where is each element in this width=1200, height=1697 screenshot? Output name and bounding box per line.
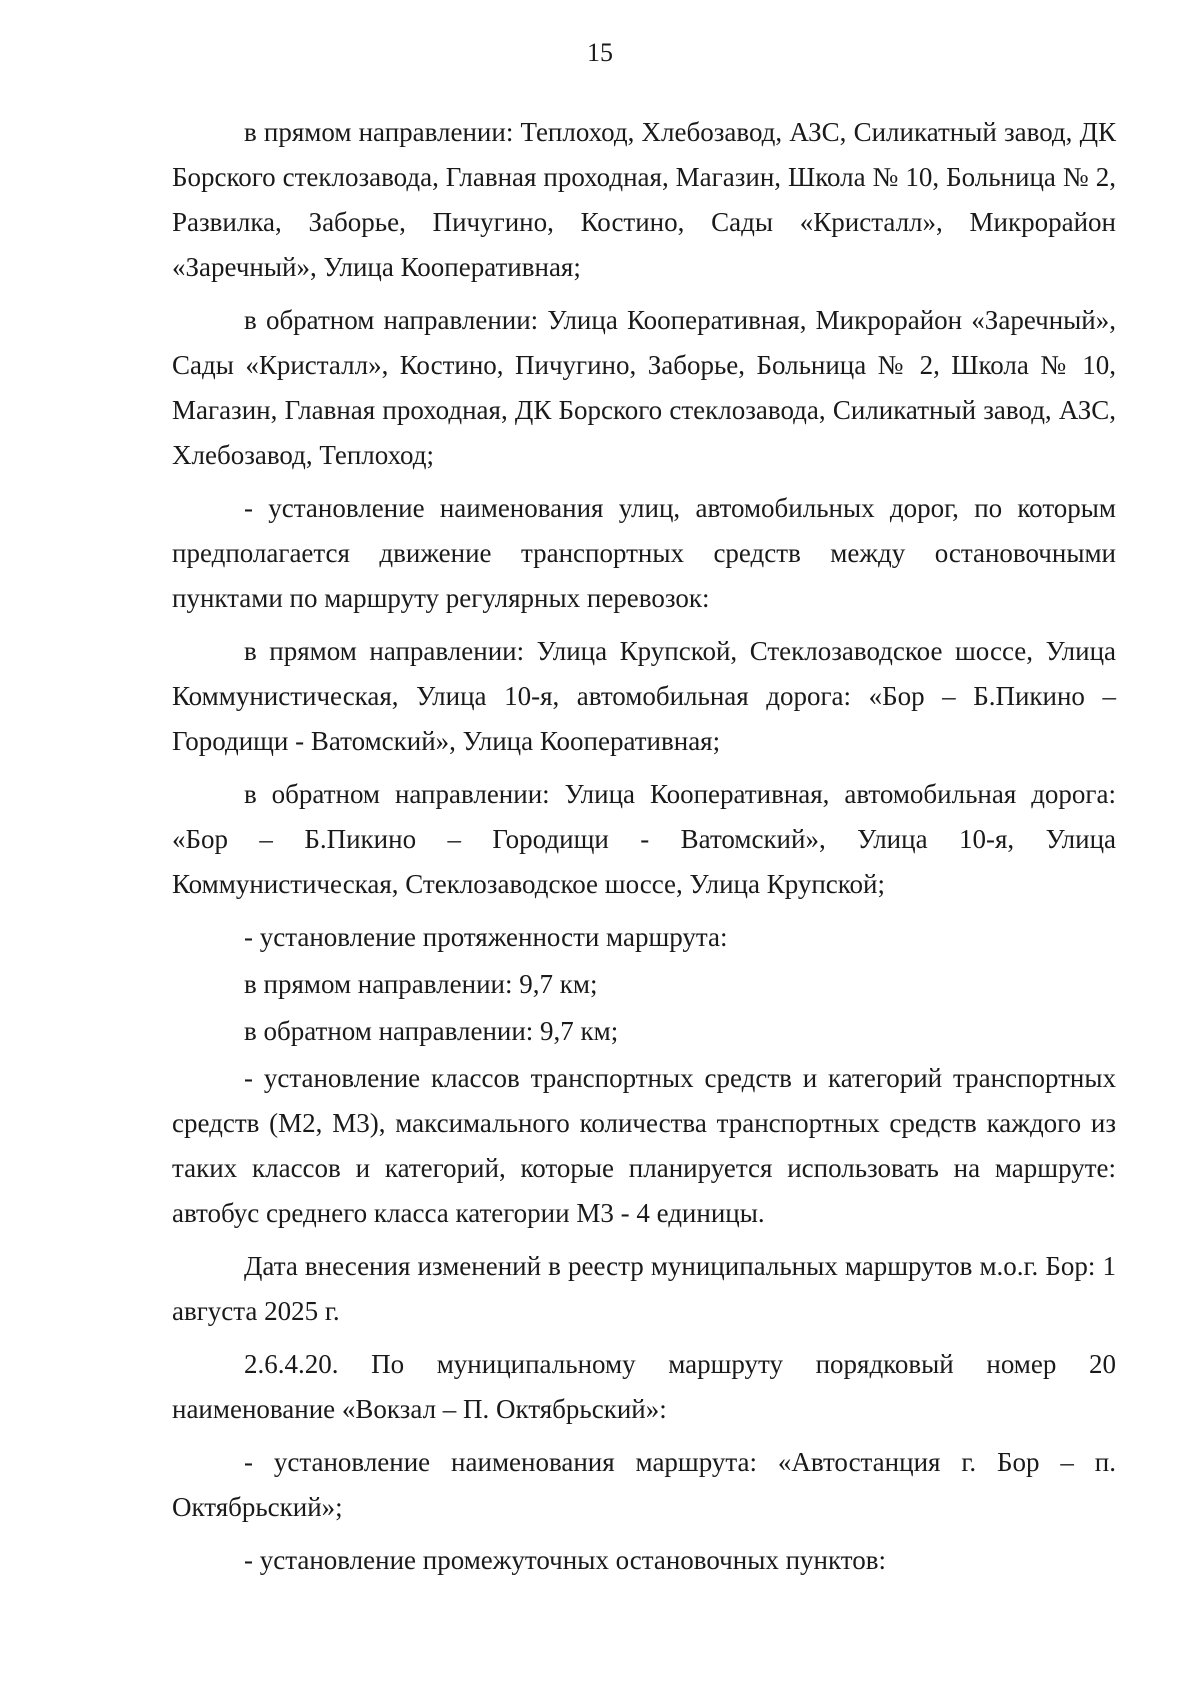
paragraph-reverse-length: в обратном направлении: 9,7 км; [244,1016,619,1046]
paragraph-forward-stops: в прямом направлении: Теплоход, Хлебозавод, АЗС, Силикатный завод, ДК Борского стеклозавода, Главная проходная, Магазин, Школа № 10, Больница № 2, Развилка, Заборье, Пичугино, Костино, Сады «Кристалл», Микрорайон «Заречный», Улица Кооперативная; [172,117,1116,282]
document-body [172,110,1116,1591]
paragraph-streets-intro: - установление наименования улиц, автомобильных дорог, по которым предполагается движение транспортных средств между остановочными пунктами по маршруту регулярных перевозок: [172,493,1116,613]
paragraph-intermediate-stops: - установление промежуточных остановочных пунктов: [244,1545,886,1575]
paragraph-forward-streets: в прямом направлении: Улица Крупской, Стеклозаводское шоссе, Улица Коммунистическая, Улица 10-я, автомобильная дорога: «Бор – Б.Пикино – Городищи - Ватомский», Улица Кооперативная; [172,636,1116,756]
paragraph-route-20: 2.6.4.20. По муниципальному маршруту порядковый номер 20 наименование «Вокзал – П. Октябрьский»: [172,1349,1116,1424]
paragraph-forward-length: в прямом направлении: 9,7 км; [244,969,598,999]
page-number: 15 [587,38,613,67]
paragraph-route-name: - установление наименования маршрута: «Автостанция г. Бор – п. Октябрьский»; [172,1447,1116,1522]
paragraph-reverse-stops: в обратном направлении: Улица Кооперативная, Микрорайон «Заречный», Сады «Кристалл», Костино, Пичугино, Заборье, Больница № 2, Школа № 10, Магазин, Главная проходная, ДК Борского стеклозавода, Силикатный завод, АЗС, Хлебозавод, Теплоход; [172,305,1116,470]
paragraph-route-length: - установление протяженности маршрута: [244,922,728,952]
paragraph-vehicle-classes: - установление классов транспортных средств и категорий транспортных средств (М2, М3), максимального количества транспортных средств каждого из таких классов и категорий, которые планируется использовать на маршруте: автобус среднего класса категории М3 - 4 единицы. [172,1063,1116,1228]
paragraph-reverse-streets: в обратном направлении: Улица Кооперативная, автомобильная дорога: «Бор – Б.Пикино – Городищи - Ватомский», Улица 10-я, Улица Коммунистическая, Стеклозаводское шоссе, Улица Крупской; [172,779,1116,899]
paragraph-registry-date: Дата внесения изменений в реестр муниципальных маршрутов м.о.г. Бор: 1 августа 2025 г. [172,1251,1116,1326]
